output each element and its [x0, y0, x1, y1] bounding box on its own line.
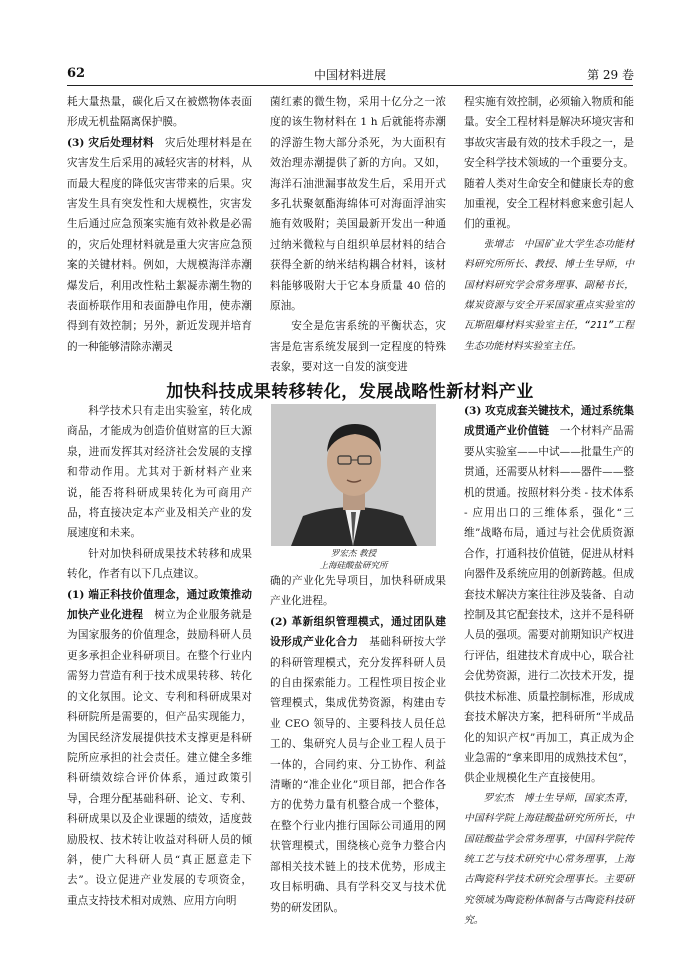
volume-label: 第 29 卷 [587, 68, 634, 82]
top-column-3 [464, 92, 634, 364]
article-column-2 [270, 571, 446, 937]
paragraph: 确的产业化先导项目，加快科研成果产业化进程。 [270, 575, 446, 608]
author-photo [271, 404, 436, 546]
article-column-1 [67, 401, 252, 937]
paragraph: (2) 革新组织管理模式，通过团队建设形成产业化合力 基础科研按大学的科研管理模式，充分发挥科研人员的自由探索能力。工程性项目按企业管理模式，集成优势资源，构建由专业 CEO 领导的、主要科技人员任总工的、集研究人员与企业工程人员于一体的，合同约束、分工协作、利益清晰的“准企业化”项目部，把合作各方的优势力量有机整合成一个整体，在整个行业内推行国际公司通用的网状管理模式，围绕核心竞争力整合内部相关技术链上的技术优势，形成主攻目标明确、具有学科交叉与技术优势的研发团队。 [270, 615, 447, 914]
paragraph: (3) 灾后处理材料 灾后处理材料是在灾害发生后采用的减轻灾害的材料，从而最大程度的降低灾害带来的后果。灾害发生具有突发性和大规模性，灾害发生后通过应急预案实施有效补救是必需的，灾后处理材料就是重大灾害应急预案的关键材料。例如，大规模海洋赤潮爆发后，利用改性粘土絮凝赤潮生物的表面桥联作用和表面静电作用，使赤潮得到有效控制；另外，新近发现并培育的一种能够清除赤潮灵 [67, 136, 252, 353]
paragraph: 程实施有效控制，必须输入物质和能量。安全工程材料是解决环境灾害和事故灾害最有效的技术手段之一，是安全科学技术领域的一个重要分支。随着人类对生命安全和健康长寿的愈加重视，安全工程材料愈来愈引起人们的重视。 [464, 96, 634, 231]
author-bio: 罗宏杰 博士生导师，国家杰青，中国科学院上海硅酸盐研究所所长，中国硅酸盐学会常务理事，中国科学院传统工艺与技术研究中心常务理事，上海古陶瓷科学技术研究会理事长。主要研究领域为陶瓷粉体制备与古陶瓷科技研究。 [464, 792, 634, 927]
journal-name: 中国材料进展 [313, 68, 386, 82]
section-heading: (3) 攻克成套关键技术，通过系统集成贯通产业价值链 [464, 405, 634, 438]
top-column-2 [270, 92, 446, 374]
section-heading: (2) 革新组织管理模式，通过团队建设形成产业化合力 [270, 615, 446, 649]
paragraph: 科学技术只有走出实验室，转化成商品，才能成为创造价值财富的巨大源泉，进而发挥其对经济社会发展的支撑和带动作用。尤其对于新材料产业来说，能否将科研成果转化为可商用产品，将直接决定本产业及相关产业的发展速度和未来。 [67, 405, 252, 540]
top-column-1 [67, 92, 252, 364]
running-header [0, 0, 700, 90]
author-bio: 张增志 中国矿业大学生态功能材料研究所所长、教授、博士生导师，中国材料研究学会常务理事、副秘书长，煤炭资源与安全开采国家重点实验室的瓦斯阻爆材料实验室主任，“211”工程生态功能材料实验室主任。 [464, 238, 634, 352]
paragraph: 针对加快科研成果技术转移和成果转化，作者有以下几点建议。 [67, 547, 252, 581]
article-column-3 [464, 401, 634, 937]
paragraph: 安全是危害系统的平衡状态，灾害是危害系统发展到一定程度的特殊表象，要对这一自发的演变进 [270, 320, 446, 374]
page-number: 62 [67, 66, 86, 81]
paragraph: 耗大量热量，碳化后又在被燃物体表面形成无机盐隔离保护膜。 [67, 96, 252, 129]
paragraph: (3) 攻克成套关键技术，通过系统集成贯通产业价值链 一个材料产品需要从实验室——中试——批量生产的贯通，还需要从材料——器件——整机的贯通。按照材料分类 - 技术体系 - 应用出口的三维体系，强化“三维”战略布局，通过与社会优质资源合作，打通科技价值链，促进从材料向器件及系统应用的创新跨越。但成套技术解决方案往往涉及装备、自动控制及其它配套技术，这并不是科研人员的强项。需要对前期知识产权进行评估，组建技术育成中心，联合社会优势资源，进行二次技术开发，提供技术标准、质量控制标准，形成成套技术解决方案，把科研所“半成品化的知识产权”再加工，真正成为企业急需的“拿来即用的成熟技术包”，供企业规模化生产直接使用。 [464, 405, 635, 785]
section-heading: (1) 端正科技价值理念，通过政策推动加快产业化进程 [67, 588, 252, 622]
header-rule [67, 85, 633, 86]
section-heading: (3) 灾后处理材料 [67, 136, 154, 149]
portrait-image [271, 404, 436, 546]
photo-caption: 罗宏杰 教授 上海硅酸盐研究所 [319, 549, 388, 571]
paragraph: (1) 端正科技价值理念，通过政策推动加快产业化进程 树立为企业服务就是为国家服务的价值理念，鼓励科研人员更多承担企业科研项目。在整个行业内需努力营造有利于技术成果转移、转化的文化氛围。论文、专利和科研成果对科研院所是需要的，但产品实现能力，为国民经济发展提供技术支撑更是科研院所应承担的社会责任。建立健全多维科研绩效综合评价体系，通过政策引导，合理分配基础科研、论文、专利、科研成果以及企业课题的绩效，适度鼓励股权、技术转让收益对科研人员的倾斜，使广大科研人员“真正愿意走下去”。设立促进产业发展的专项资金，重点支持技术相对成熟、应用方向明 [67, 588, 253, 907]
paragraph: 菌红素的微生物，采用十亿分之一浓度的该生物材料在 1 h 后就能将赤潮的浮游生物大部分杀死，为大面积有效治理赤潮提供了新的方向。又如，海洋石油泄漏事故发生后，采用开式多孔状聚氨酯海绵体可对海面浮油实施有效吸附；美国最新开发出一种通过纳米微粒与自组织单层材料的结合获得全新的纳米结构耦合材料，该材料能够吸附大于它本身质量 40 倍的原油。 [270, 96, 446, 313]
article-title: 加快科技成果转移转化，发展战略性新材料产业 [166, 382, 534, 402]
